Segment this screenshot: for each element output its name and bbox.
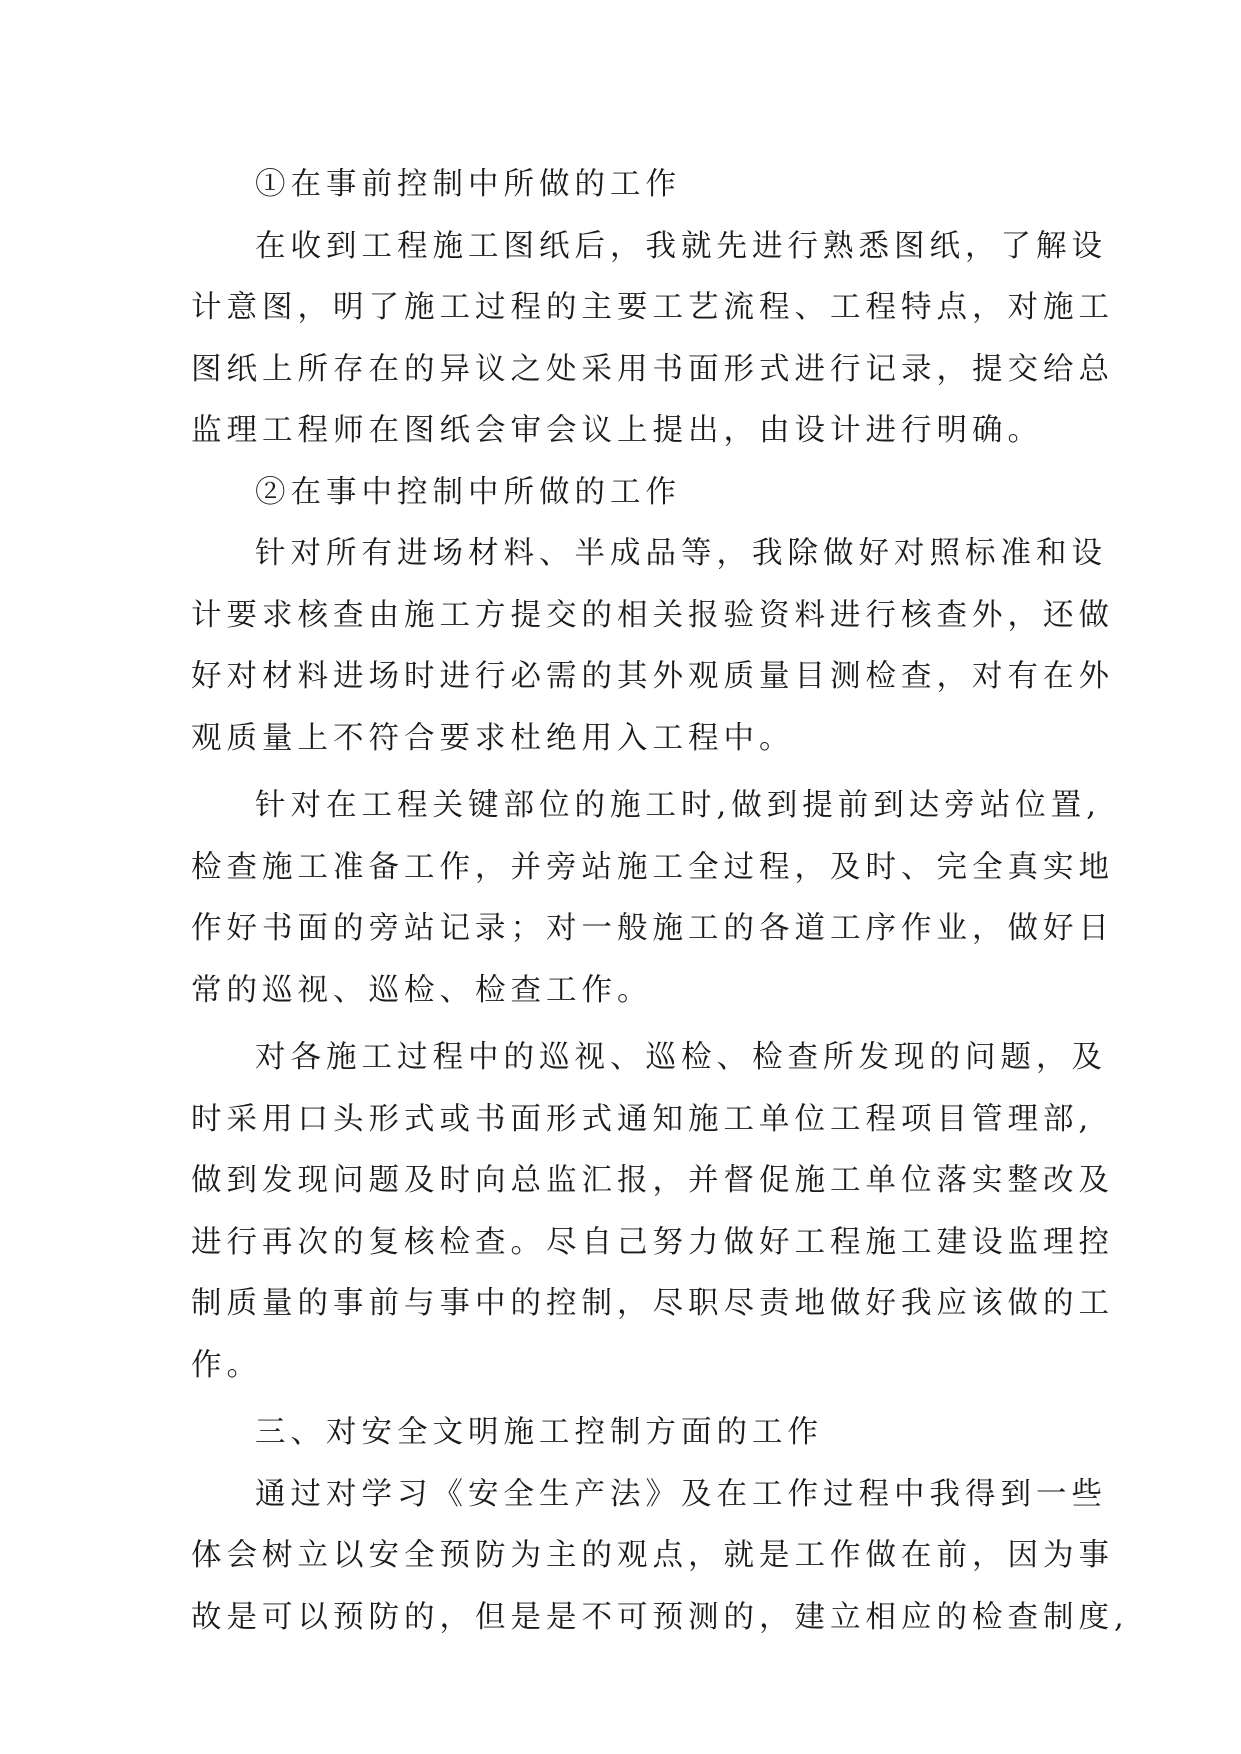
paragraph-line: 观质量上不符合要求杜绝用入工程中。 [191, 720, 795, 756]
paragraph-line: 通过对学习《安全生产法》及在工作过程中我得到一些 [255, 1476, 1107, 1512]
paragraph-line: 作。 [191, 1347, 262, 1383]
paragraph-line: 图纸上所存在的异议之处采用书面形式进行记录，提交给总 [191, 351, 1114, 387]
paragraph-line: 常的巡视、巡检、检查工作。 [191, 972, 653, 1008]
paragraph-line: 在收到工程施工图纸后，我就先进行熟悉图纸，了解设 [255, 228, 1107, 264]
paragraph-line: 针对所有进场材料、半成品等，我除做好对照标准和设 [255, 536, 1107, 571]
paragraph-line: 对各施工过程中的巡视、巡检、检查所发现的问题，及 [255, 1040, 1107, 1075]
paragraph-line: 时采用口头形式或书面形式通知施工单位工程项目管理部, [191, 1101, 1094, 1137]
paragraph-line: 好对材料进场时进行必需的其外观质量目测检查，对有在外 [191, 659, 1114, 694]
subheading-in-control: ②在事中控制中所做的工作 [255, 474, 681, 510]
paragraph-line: 故是可以预防的，但是是不可预测的，建立相应的检查制度, [191, 1599, 1129, 1635]
paragraph-line: 制质量的事前与事中的控制，尽职尽责地做好我应该做的工 [191, 1286, 1114, 1321]
paragraph-line: 检查施工准备工作，并旁站施工全过程，及时、完全真实地 [191, 849, 1114, 885]
paragraph-line: 计要求核查由施工方提交的相关报验资料进行核查外，还做 [191, 597, 1114, 633]
subheading-pre-control: ①在事前控制中所做的工作 [255, 167, 681, 202]
paragraph-line: 进行再次的复核检查。尽自己努力做好工程施工建设监理控 [191, 1224, 1114, 1260]
section-heading-safety: 三、对安全文明施工控制方面的工作 [255, 1415, 823, 1450]
paragraph-line: 作好书面的旁站记录；对一般施工的各道工序作业，做好日 [191, 911, 1114, 946]
paragraph-line: 监理工程师在图纸会审会议上提出，由设计进行明确。 [191, 413, 1043, 448]
document-body [191, 154, 1129, 1648]
paragraph-line: 做到发现问题及时向总监汇报，并督促施工单位落实整改及 [191, 1163, 1114, 1198]
paragraph-line: 计意图，明了施工过程的主要工艺流程、工程特点，对施工 [191, 290, 1114, 325]
paragraph-line: 针对在工程关键部位的施工时,做到提前到达旁站位置, [255, 788, 1101, 823]
paragraph-line: 体会树立以安全预防为主的观点，就是工作做在前，因为事 [191, 1538, 1114, 1573]
